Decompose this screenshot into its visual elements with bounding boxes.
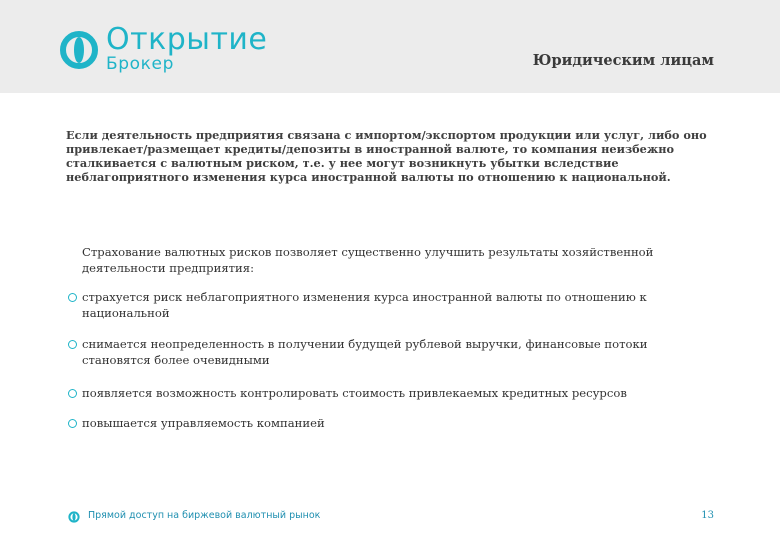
header-band	[0, 0, 780, 93]
benefits-list	[66, 290, 706, 431]
brand-logo[interactable]	[60, 22, 268, 78]
list-item-text: снимается неопределенность в получении будущей рублевой выручки, финансовые потоки становятся более очевидными	[82, 337, 648, 367]
ring-bullet-icon	[68, 419, 77, 428]
intro-paragraph: Если деятельность предприятия связана с импортом/экспортом продукции или услуг, либо оно привлекает/размещает кредиты/депозиты в иностранной валюте, то компания неизбежно сталкивается с валютным риском, т.е. у нее могут возникнуть убытки вследствие неблагоприятного изменения курса иностранной валюты по отношению к национальной.	[66, 128, 707, 184]
list-item	[66, 290, 706, 321]
brand-name: Открытие	[106, 22, 268, 57]
list-item	[66, 416, 706, 432]
list-item-text: появляется возможность контролировать стоимость привлекаемых кредитных ресурсов	[82, 386, 627, 400]
otkritie-logo-icon	[60, 28, 98, 72]
list-item	[66, 337, 706, 368]
list-item	[66, 386, 706, 402]
brand-subtitle: Брокер	[106, 54, 174, 74]
lead-paragraph: Страхование валютных рисков позволяет существенно улучшить результаты хозяйственной деятельности предприятия:	[82, 245, 654, 275]
page-number: 13	[701, 510, 714, 521]
list-item-text: страхуется риск неблагоприятного изменения курса иностранной валюты по отношению к национальной	[82, 290, 647, 320]
ring-bullet-icon	[68, 340, 77, 349]
otkritie-small-logo-icon	[68, 510, 80, 524]
footer-link[interactable]: Прямой доступ на биржевой валютный рынок	[88, 510, 321, 521]
list-item-text: повышается управляемость компанией	[82, 415, 325, 430]
ring-bullet-icon	[68, 389, 77, 398]
ring-bullet-icon	[68, 293, 77, 302]
section-title: Юридическим лицам	[532, 52, 714, 69]
